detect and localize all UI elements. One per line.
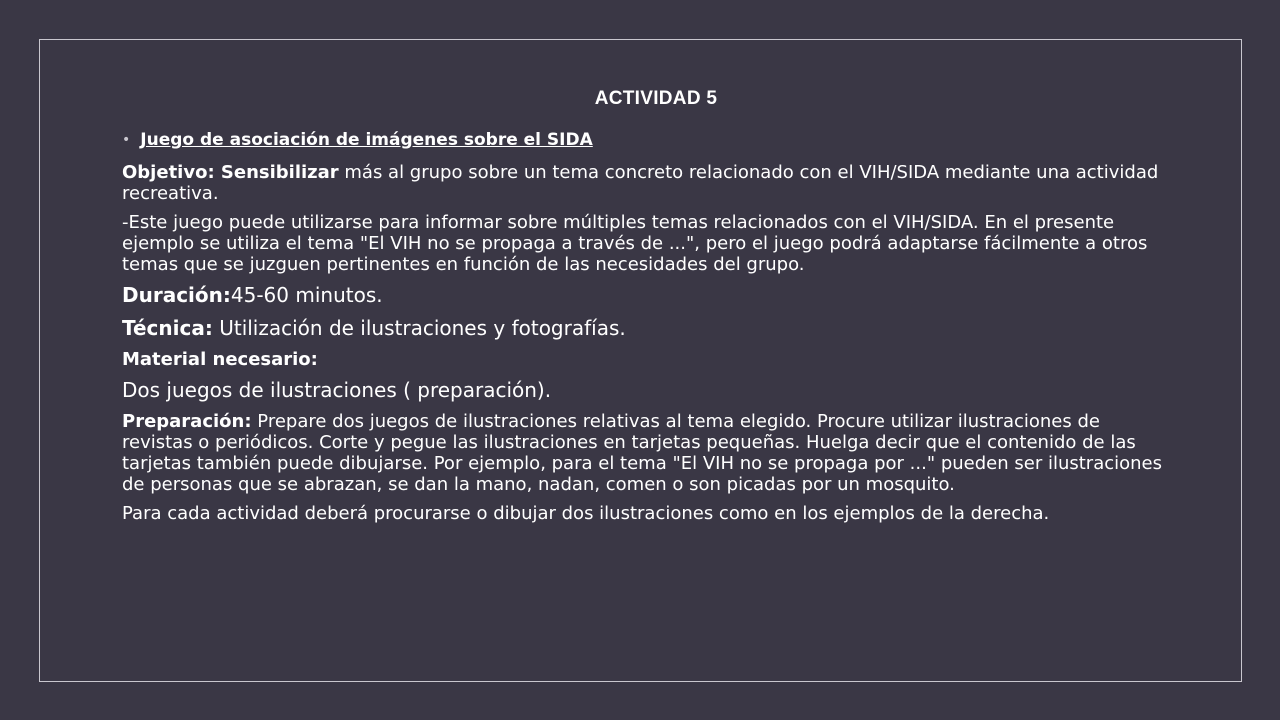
technique-label: Técnica:: [122, 316, 213, 340]
bullet-heading: Juego de asociación de imágenes sobre el SIDA: [140, 130, 593, 150]
intro-paragraph: -Este juego puede utilizarse para informar sobre múltiples temas relacionados con el VIH/SIDA. En el presente ejemplo se utiliza el tema "El VIH no se propaga a través de ...", pero el juego podrá adaptarse fácilmente a otros temas que se juzguen pertinentes en función de las necesidades del grupo.: [122, 212, 1148, 275]
technique-paragraph: [122, 316, 1162, 340]
duration-paragraph: [122, 283, 1162, 307]
objective-label: Objetivo: Sensibilizar: [122, 162, 339, 183]
objective-paragraph: [122, 162, 1162, 204]
closing-paragraph: Para cada actividad deberá procurarse o dibujar dos ilustraciones como en los ejemplos de la derecha.: [122, 503, 1050, 524]
material-text-paragraph: Dos juegos de ilustraciones ( preparación).: [122, 378, 552, 402]
duration-text: 45-60 minutos.: [230, 283, 383, 307]
material-label: Material necesario:: [122, 349, 318, 370]
bullet-item: [122, 130, 1162, 150]
preparation-text: Prepare dos juegos de ilustraciones relativas al tema elegido. Procure utilizar ilustraciones de revistas o periódicos. Corte y pegue las ilustraciones en tarjetas pequeñas. Huelga decir que el contenido de las tarjetas también puede dibujarse. Por ejemplo, para el tema "El VIH no se propaga por ..." pueden ser ilustraciones de personas que se abrazan, se dan la mano, nadan, comen o son picadas por un mosquito.: [122, 411, 1162, 495]
slide-title: ACTIVIDAD 5: [594, 88, 718, 109]
slide-content: [122, 88, 1162, 532]
preparation-label: Preparación:: [122, 411, 252, 432]
objective-text: más al grupo sobre un tema concreto relacionado con el VIH/SIDA mediante una actividad recreativa.: [122, 162, 1159, 204]
bullet-dot-icon: •: [122, 132, 131, 148]
preparation-paragraph: [122, 411, 1162, 495]
technique-text: Utilización de ilustraciones y fotografías.: [212, 316, 626, 340]
duration-label: Duración:: [122, 283, 231, 307]
material-label-paragraph: [122, 349, 1162, 370]
